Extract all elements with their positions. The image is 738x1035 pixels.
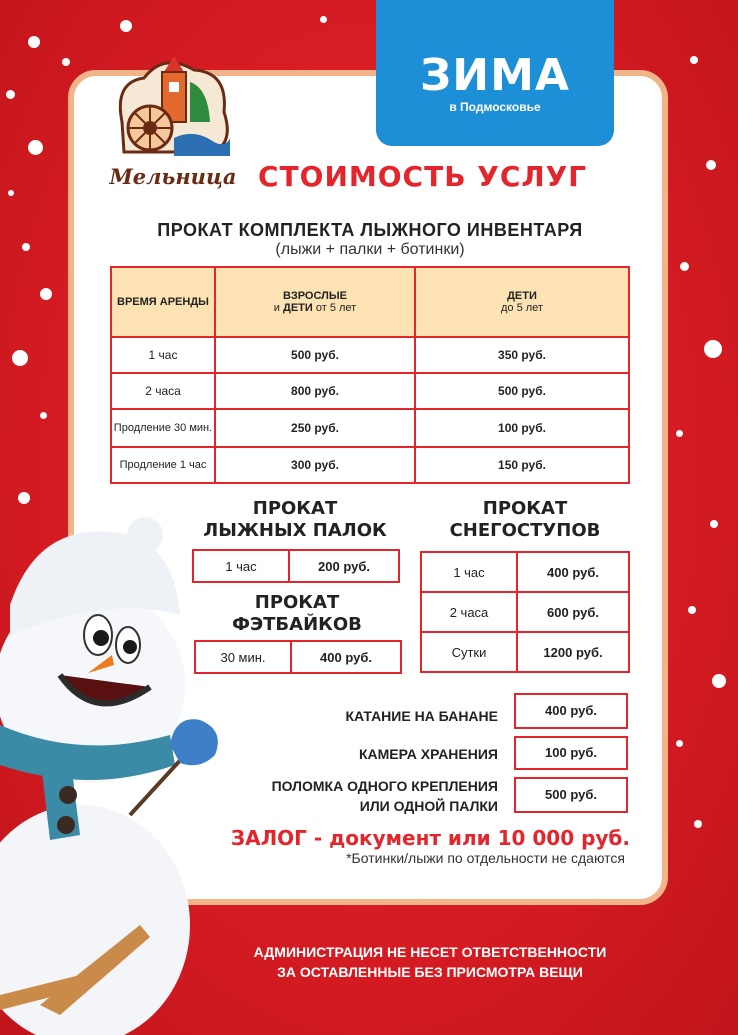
table-row: Продление 30 мин. 250 руб. 100 руб. — [111, 409, 629, 447]
table-row: 2 часа 600 руб. — [421, 592, 629, 632]
fatbikes-title: ПРОКАТ ФЭТБАЙКОВ — [232, 592, 362, 635]
page-title: СТОИМОСТЬ УСЛУГ — [258, 160, 588, 193]
ski-set-subtitle: (лыжи + палки + ботинки) — [275, 241, 465, 258]
ski-set-title: ПРОКАТ КОМПЛЕКТА ЛЫЖНОГО ИНВЕНТАРЯ — [157, 220, 583, 240]
table-row: 2 часа 800 руб. 500 руб. — [111, 373, 629, 409]
storage-label: КАМЕРА ХРАНЕНИЯ — [358, 746, 498, 762]
poles-title: ПРОКАТ ЛЫЖНЫХ ПАЛОК — [203, 498, 387, 541]
storage-price: 100 руб. — [514, 736, 628, 770]
banana-ride-label: КАТАНИЕ НА БАНАНЕ — [345, 708, 498, 724]
zima-badge-subtitle: в Подмосковье — [449, 100, 541, 114]
ski-set-price-table — [110, 266, 630, 484]
deposit-note: *Ботинки/лыжи по отдельности не сдаются — [346, 850, 625, 866]
col-rental-time: ВРЕМЯ АРЕНДЫ — [111, 267, 215, 337]
snowshoes-title: ПРОКАТ СНЕГОСТУПОВ — [449, 498, 601, 541]
banana-ride-price: 400 руб. — [514, 693, 628, 729]
col-adults: ВЗРОСЛЫЕ и ДЕТИ от 5 лет — [215, 267, 415, 337]
deposit-text: ЗАЛОГ - документ или 10 000 руб. — [230, 826, 630, 850]
breakage-label: ПОЛОМКА ОДНОГО КРЕПЛЕНИЯ ИЛИ ОДНОЙ ПАЛКИ — [271, 778, 498, 814]
table-row: 1 час 500 руб. 350 руб. — [111, 337, 629, 373]
footer-notice: АДМИНИСТРАЦИЯ НЕ НЕСЕТ ОТВЕТСТВЕННОСТИ ЗА ОСТАВЛЕННЫЕ БЕЗ ПРИСМОТРА ВЕЩИ — [253, 944, 607, 980]
table-row: 1 час 200 руб. — [193, 550, 399, 582]
table-row: 30 мин. 400 руб. — [195, 641, 401, 673]
table-row: Продление 1 час 300 руб. 150 руб. — [111, 447, 629, 483]
table-row: Сутки 1200 руб. — [421, 632, 629, 672]
breakage-price: 500 руб. — [514, 777, 628, 813]
snowshoes-price-table — [420, 551, 630, 673]
zima-badge-title: ЗИМА — [420, 50, 570, 101]
table-row: 1 час 400 руб. — [421, 552, 629, 592]
snowman-icon — [0, 505, 250, 1035]
col-kids: ДЕТИ до 5 лет — [415, 267, 629, 337]
table-header-row — [111, 267, 629, 337]
zima-badge — [376, 0, 614, 146]
logo-name: Мельница — [109, 164, 237, 189]
